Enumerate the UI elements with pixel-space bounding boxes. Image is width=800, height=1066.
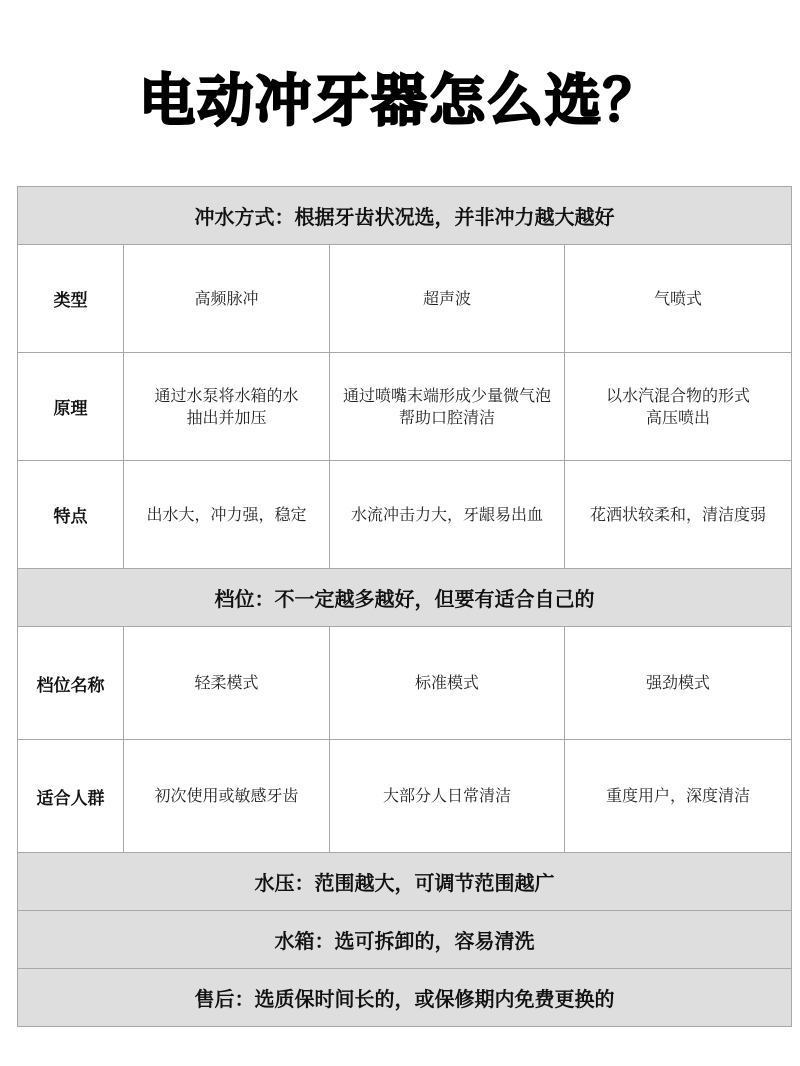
table-cell: 出水大，冲力强，稳定	[124, 461, 330, 569]
section-heading: 档位：不一定越多越好，但要有适合自己的	[18, 569, 792, 627]
cell-line: 以水汽混合物的形式	[605, 385, 750, 405]
table-cell: 初次使用或敏感牙齿	[124, 740, 330, 853]
table-row-features	[18, 461, 792, 569]
section-header-tank	[18, 911, 792, 969]
table-cell	[330, 353, 565, 461]
row-label-principle: 原理	[18, 353, 124, 461]
cell-line: 通过喷嘴末端形成少量微气泡	[342, 385, 551, 405]
row-label-type: 类型	[18, 245, 124, 353]
table-cell: 强劲模式	[565, 627, 792, 740]
section-heading: 售后：选质保时间长的，或保修期内免费更换的	[18, 969, 792, 1027]
cell-line: 高压喷出	[645, 407, 710, 427]
table-cell: 水流冲击力大，牙龈易出血	[330, 461, 565, 569]
row-label-features: 特点	[18, 461, 124, 569]
cell-line: 抽出并加压	[186, 407, 267, 427]
section-header-pressure	[18, 853, 792, 911]
table-cell	[565, 353, 792, 461]
row-label-mode-name: 档位名称	[18, 627, 124, 740]
table-cell: 超声波	[330, 245, 565, 353]
table-cell: 重度用户，深度清洁	[565, 740, 792, 853]
section-header-flush-mode	[18, 187, 792, 245]
table-cell: 气喷式	[565, 245, 792, 353]
table-cell: 标准模式	[330, 627, 565, 740]
table-row-type	[18, 245, 792, 353]
section-heading: 冲水方式：根据牙齿状况选，并非冲力越大越好	[18, 187, 792, 245]
table-cell: 花洒状较柔和，清洁度弱	[565, 461, 792, 569]
section-heading: 水压：范围越大，可调节范围越广	[18, 853, 792, 911]
row-label-suitable-users: 适合人群	[18, 740, 124, 853]
table-cell	[124, 353, 330, 461]
table-row-principle	[18, 353, 792, 461]
table-cell: 高频脉冲	[124, 245, 330, 353]
table-row-mode-name	[18, 627, 792, 740]
table-row-suitable-users	[18, 740, 792, 853]
section-header-aftersale	[18, 969, 792, 1027]
section-header-modes	[18, 569, 792, 627]
table-cell: 轻柔模式	[124, 627, 330, 740]
page-title: 电动冲牙器怎么选？	[139, 69, 661, 134]
cell-line: 通过水泵将水箱的水	[154, 385, 299, 405]
cell-line: 帮助口腔清洁	[398, 407, 495, 427]
comparison-table	[17, 186, 792, 1027]
section-heading: 水箱：选可拆卸的，容易清洗	[18, 911, 792, 969]
table-cell: 大部分人日常清洁	[330, 740, 565, 853]
